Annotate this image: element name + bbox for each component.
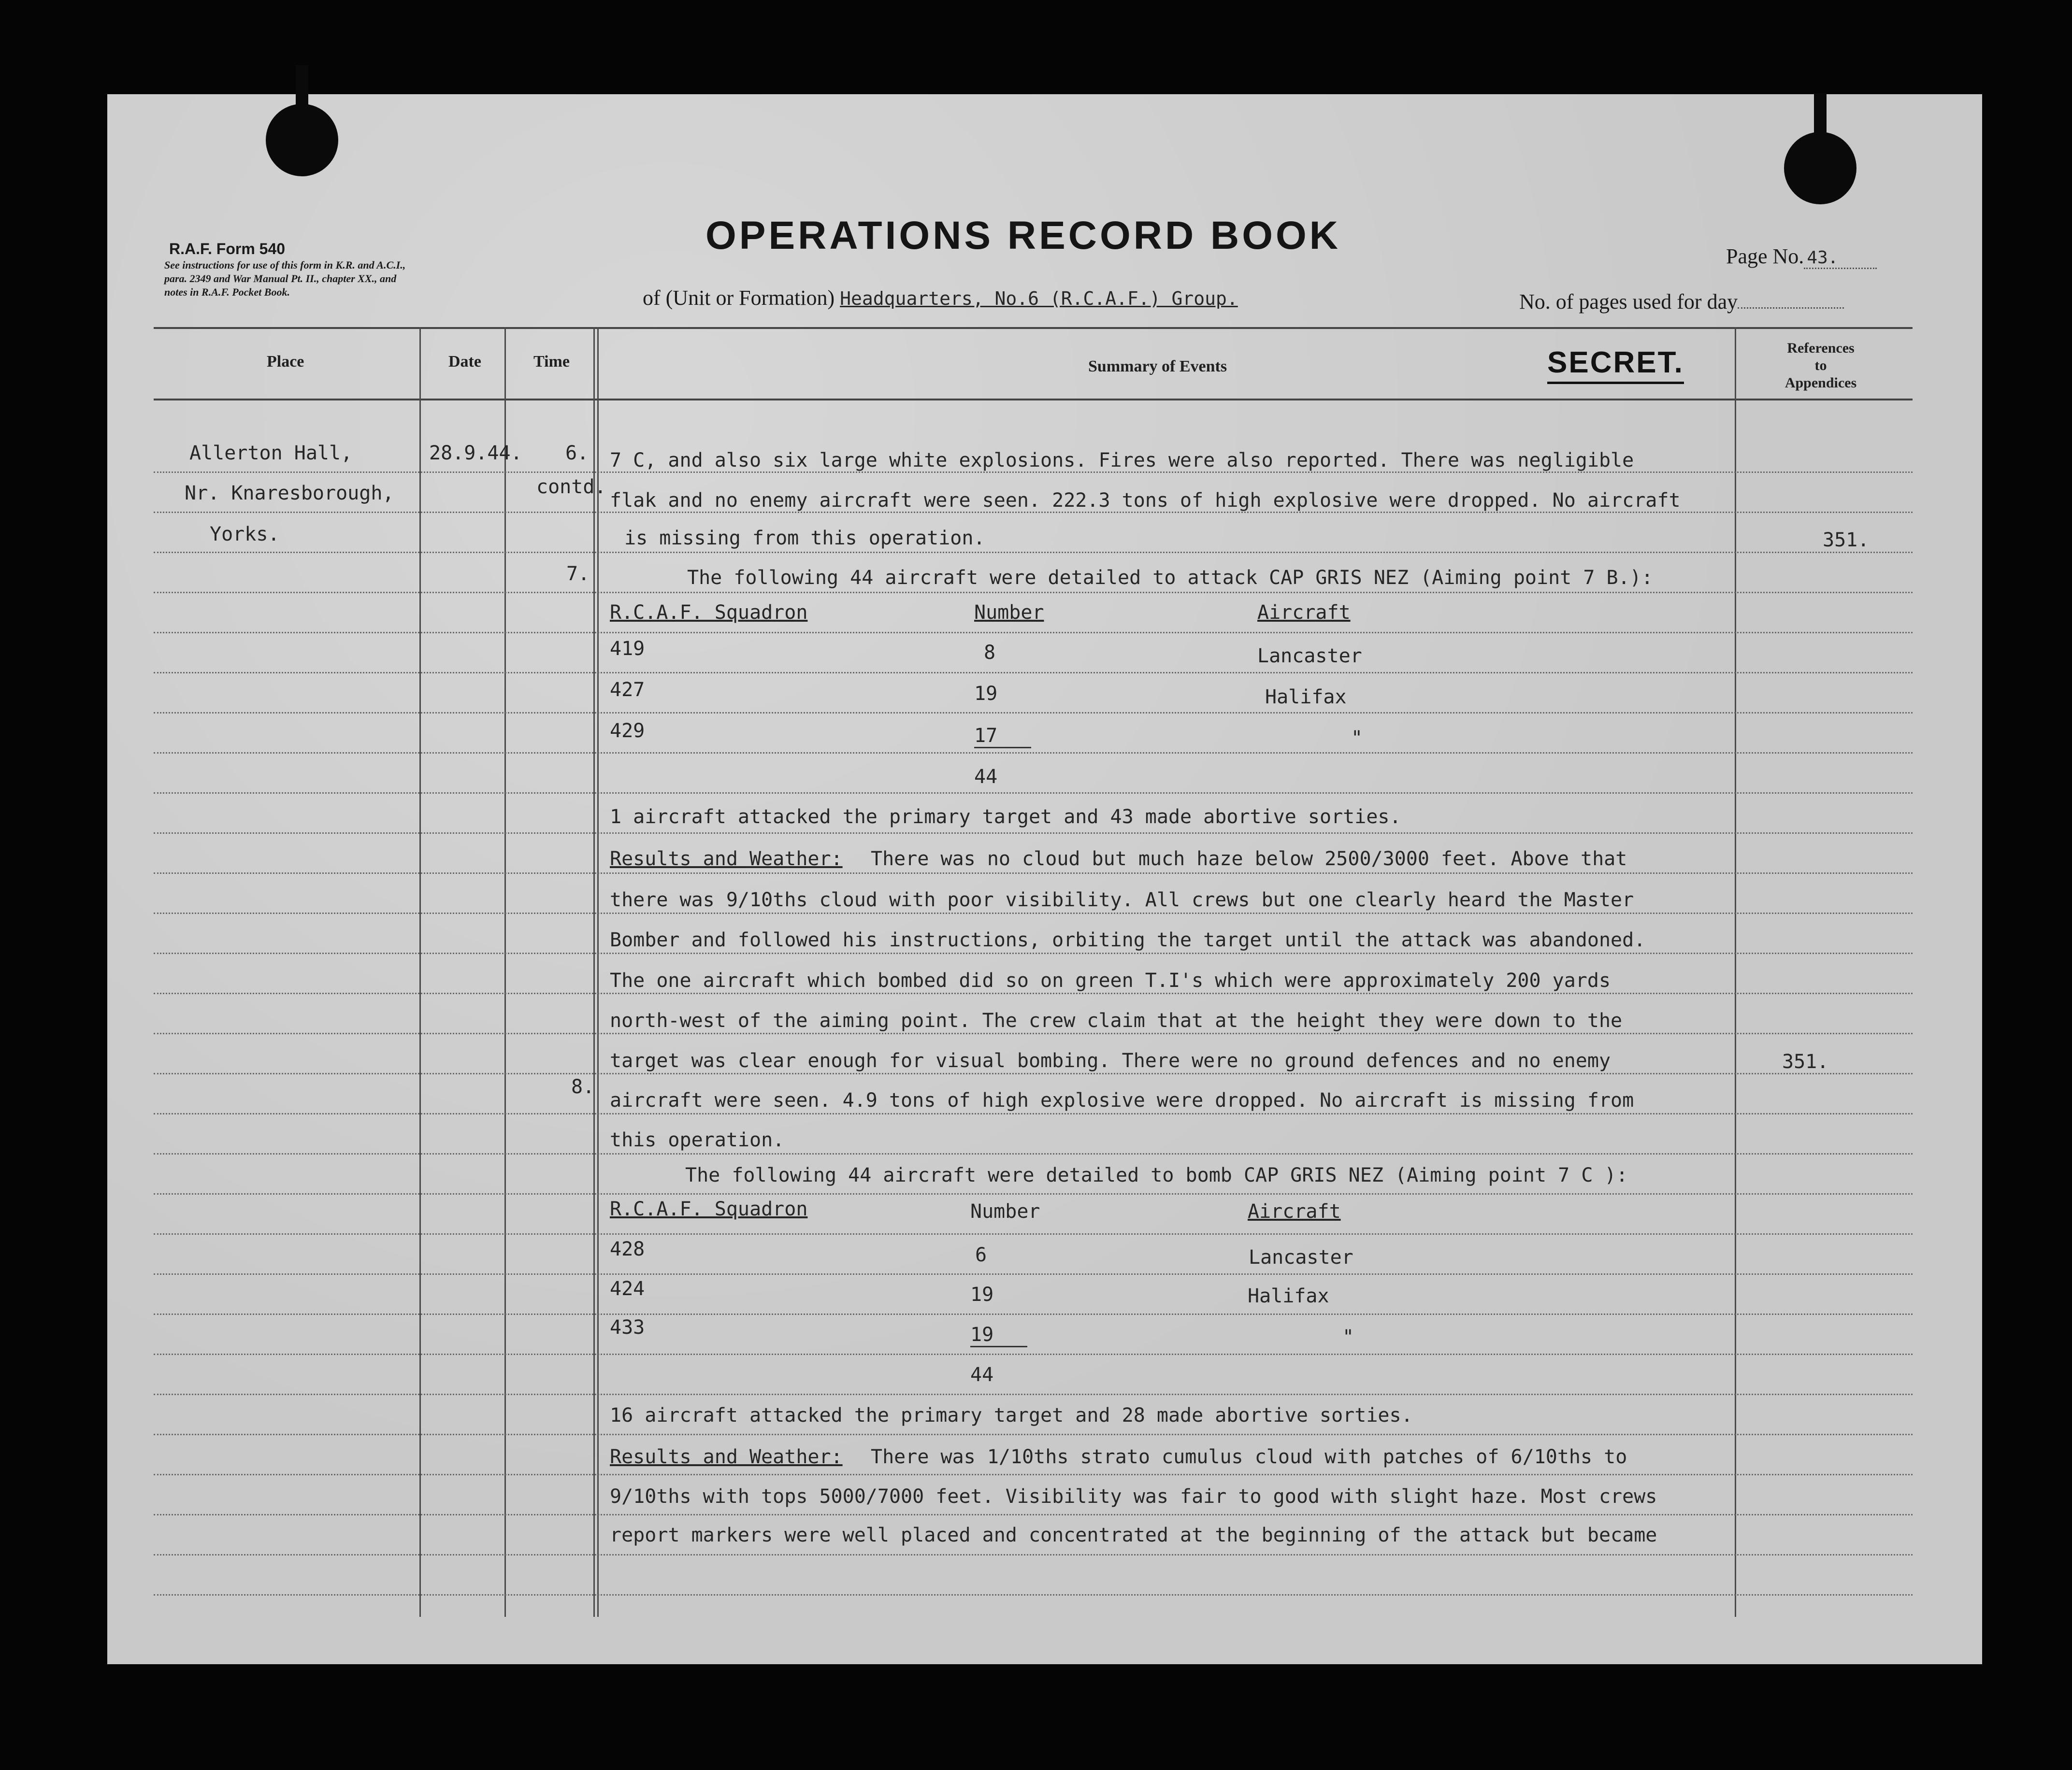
- unit-line: [643, 285, 1238, 310]
- op7-results-label: Results and Weather:: [610, 848, 843, 870]
- appendix-ref-2: 351.: [1782, 1051, 1829, 1073]
- op8-row-squadron: 424: [610, 1278, 645, 1300]
- col-header-summary: Summary of Events: [1088, 357, 1227, 375]
- col-rule-refs: [1735, 327, 1736, 1617]
- time-8: 8.: [571, 1076, 595, 1098]
- op8-row-aircraft: Halifax: [1248, 1285, 1329, 1307]
- ruled-line: [154, 1193, 1913, 1195]
- op8-results-line: There was 1/10ths strato cumulus cloud with patches of 6/10ths to: [871, 1446, 1627, 1468]
- ruled-line: [154, 1153, 1913, 1155]
- page-number: [1726, 244, 1877, 269]
- op8-row-number: 19: [970, 1284, 994, 1306]
- col-header-references: [1739, 340, 1903, 392]
- col-header-time: Time: [533, 353, 570, 371]
- ref-header-line: References: [1787, 340, 1855, 356]
- op7-row-aircraft: Lancaster: [1257, 645, 1362, 667]
- op8-header-number: Number: [970, 1200, 1040, 1223]
- op7-row-squadron: 429: [610, 720, 645, 742]
- page-number-label: Page No.: [1726, 244, 1804, 268]
- ruled-line: [154, 512, 1913, 513]
- col-rule-date: [504, 327, 506, 1617]
- op8-row-number: 6: [975, 1244, 987, 1266]
- instruction-line: notes in R.A.F. Pocket Book.: [164, 286, 290, 298]
- op8-results-line: report markers were well placed and concentrated at the beginning of the attack but became: [610, 1524, 1657, 1546]
- op7-row-aircraft: Halifax: [1265, 686, 1347, 708]
- ruled-line: [154, 632, 1913, 633]
- op7-row-squadron: 427: [610, 679, 645, 701]
- ruled-line: [154, 1273, 1913, 1275]
- ruled-line: [154, 1113, 1913, 1114]
- secret-stamp: SECRET.: [1547, 345, 1684, 384]
- op8-results-label: Results and Weather:: [610, 1446, 843, 1468]
- op7-results-line: aircraft were seen. 4.9 tons of high explosive were dropped. No aircraft is missing from: [610, 1089, 1634, 1112]
- col-rule-place: [419, 327, 421, 1617]
- col-rule-summary: [597, 327, 599, 1617]
- op7-results-line: there was 9/10ths cloud with poor visibility. All crews but one clearly heard the Master: [610, 889, 1634, 911]
- col-header-date: Date: [448, 353, 481, 371]
- record-sheet: [107, 94, 1982, 1664]
- op7-results-line: this operation.: [610, 1129, 785, 1151]
- ruled-line: [154, 471, 1913, 473]
- ruled-line: [154, 672, 1913, 673]
- ruled-line: [154, 1354, 1913, 1355]
- op7-results-line: Bomber and followed his instructions, orbiting the target until the attack was abandoned.: [610, 929, 1646, 951]
- ruled-line: [154, 1554, 1913, 1556]
- binder-hole-left: [266, 104, 338, 176]
- op7-intro: The following 44 aircraft were detailed to attack CAP GRIS NEZ (Aiming point 7 B.):: [687, 567, 1653, 589]
- op8-header-squadron: R.C.A.F. Squadron: [610, 1198, 808, 1220]
- ruled-line: [154, 832, 1913, 834]
- op8-outcome: 16 aircraft attacked the primary target and 28 made abortive sorties.: [610, 1404, 1413, 1427]
- op7-row-number: 8: [984, 642, 996, 664]
- op7-header-aircraft: Aircraft: [1257, 601, 1351, 624]
- header-top-rule: [154, 327, 1913, 329]
- ruled-line: [154, 792, 1913, 794]
- op8-header-aircraft: Aircraft: [1248, 1200, 1341, 1223]
- ruled-line: [154, 1233, 1913, 1235]
- op7-results-line: target was clear enough for visual bombing. There were no ground defences and no enemy: [610, 1050, 1611, 1072]
- ruled-line: [154, 712, 1913, 714]
- col-header-place: Place: [267, 353, 304, 371]
- instruction-line: para. 2349 and War Manual Pt. II., chapter XX., and: [164, 272, 397, 285]
- ruled-line: [154, 872, 1913, 874]
- form-instructions: [164, 258, 405, 299]
- op7-results-line: The one aircraft which bombed did so on green T.I's which were approximately 200 yards: [610, 970, 1611, 992]
- col-rule-time: [593, 327, 595, 1617]
- op7-header-squadron: R.C.A.F. Squadron: [610, 601, 808, 624]
- ruled-line: [154, 1073, 1913, 1074]
- entry-date: 28.9.44.: [429, 442, 522, 464]
- op8-intro: The following 44 aircraft were detailed to bomb CAP GRIS NEZ (Aiming point 7 C ):: [685, 1164, 1628, 1186]
- time-6-contd: contd.: [536, 476, 606, 498]
- op8-row-squadron: 433: [610, 1316, 645, 1339]
- place-line-1: Allerton Hall,: [189, 442, 353, 464]
- op7-row-aircraft: ": [1351, 727, 1363, 749]
- ruled-line: [154, 993, 1913, 994]
- place-line-3: Yorks.: [210, 523, 280, 545]
- op7-header-number: Number: [974, 601, 1044, 624]
- ruled-line: [154, 1313, 1913, 1315]
- ruled-line: [154, 953, 1913, 954]
- summary-cont-line: 7 C, and also six large white explosions. Fires were also reported. There was negligible: [610, 449, 1634, 471]
- ruled-line: [154, 592, 1913, 593]
- op7-outcome: 1 aircraft attacked the primary target and 43 made abortive sorties.: [610, 806, 1401, 828]
- op8-row-squadron: 428: [610, 1238, 645, 1260]
- pages-used-label: No. of pages used for day: [1519, 290, 1738, 314]
- ref-header-line: to: [1814, 357, 1827, 373]
- instruction-line: See instructions for use of this form in K.R. and A.C.I.,: [164, 259, 406, 271]
- unit-label: of (Unit or Formation): [643, 286, 835, 310]
- summary-cont-line: flak and no enemy aircraft were seen. 222.3 tons of high explosive were dropped. No aircraft: [610, 489, 1681, 512]
- op8-total: 44: [970, 1364, 994, 1386]
- ruled-line: [154, 552, 1913, 553]
- page-number-value: 43.: [1804, 248, 1877, 269]
- ruled-line: [154, 1033, 1913, 1034]
- summary-cont-line: is missing from this operation.: [624, 527, 985, 549]
- form-number: R.A.F. Form 540: [169, 240, 286, 257]
- binder-hole-right: [1784, 132, 1856, 204]
- pages-used: [1519, 289, 1844, 314]
- page-title: OPERATIONS RECORD BOOK: [705, 214, 1341, 257]
- op8-row-aircraft: Lancaster: [1249, 1246, 1353, 1269]
- op8-results-line: 9/10ths with tops 5000/7000 feet. Visibility was fair to good with slight haze. Most crews: [610, 1485, 1657, 1508]
- ruled-line: [154, 752, 1913, 754]
- header-bottom-rule: [154, 399, 1913, 400]
- time-7: 7.: [566, 563, 590, 585]
- ruled-line: [154, 1594, 1913, 1596]
- ruled-line: [154, 1514, 1913, 1515]
- place-line-2: Nr. Knaresborough,: [185, 482, 394, 504]
- ruled-line: [154, 1434, 1913, 1435]
- ruled-line: [154, 1474, 1913, 1475]
- op7-total: 44: [974, 766, 998, 788]
- op7-row-squadron: 419: [610, 638, 645, 660]
- op8-row-number: 19: [970, 1324, 1027, 1347]
- ref-header-line: Appendices: [1784, 375, 1857, 391]
- ruled-line: [154, 913, 1913, 914]
- op7-results-line: north-west of the aiming point. The crew claim that at the height they were down to the: [610, 1010, 1623, 1032]
- appendix-ref-1: 351.: [1823, 529, 1870, 551]
- op7-row-number: 19: [974, 683, 998, 705]
- op8-row-aircraft: ": [1342, 1326, 1354, 1348]
- op7-row-number: 17: [974, 725, 1031, 748]
- time-6: 6.: [565, 442, 589, 464]
- unit-value: Headquarters, No.6 (R.C.A.F.) Group.: [840, 288, 1238, 309]
- op7-results-line: There was no cloud but much haze below 2500/3000 feet. Above that: [871, 848, 1627, 870]
- ruled-line: [154, 1394, 1913, 1395]
